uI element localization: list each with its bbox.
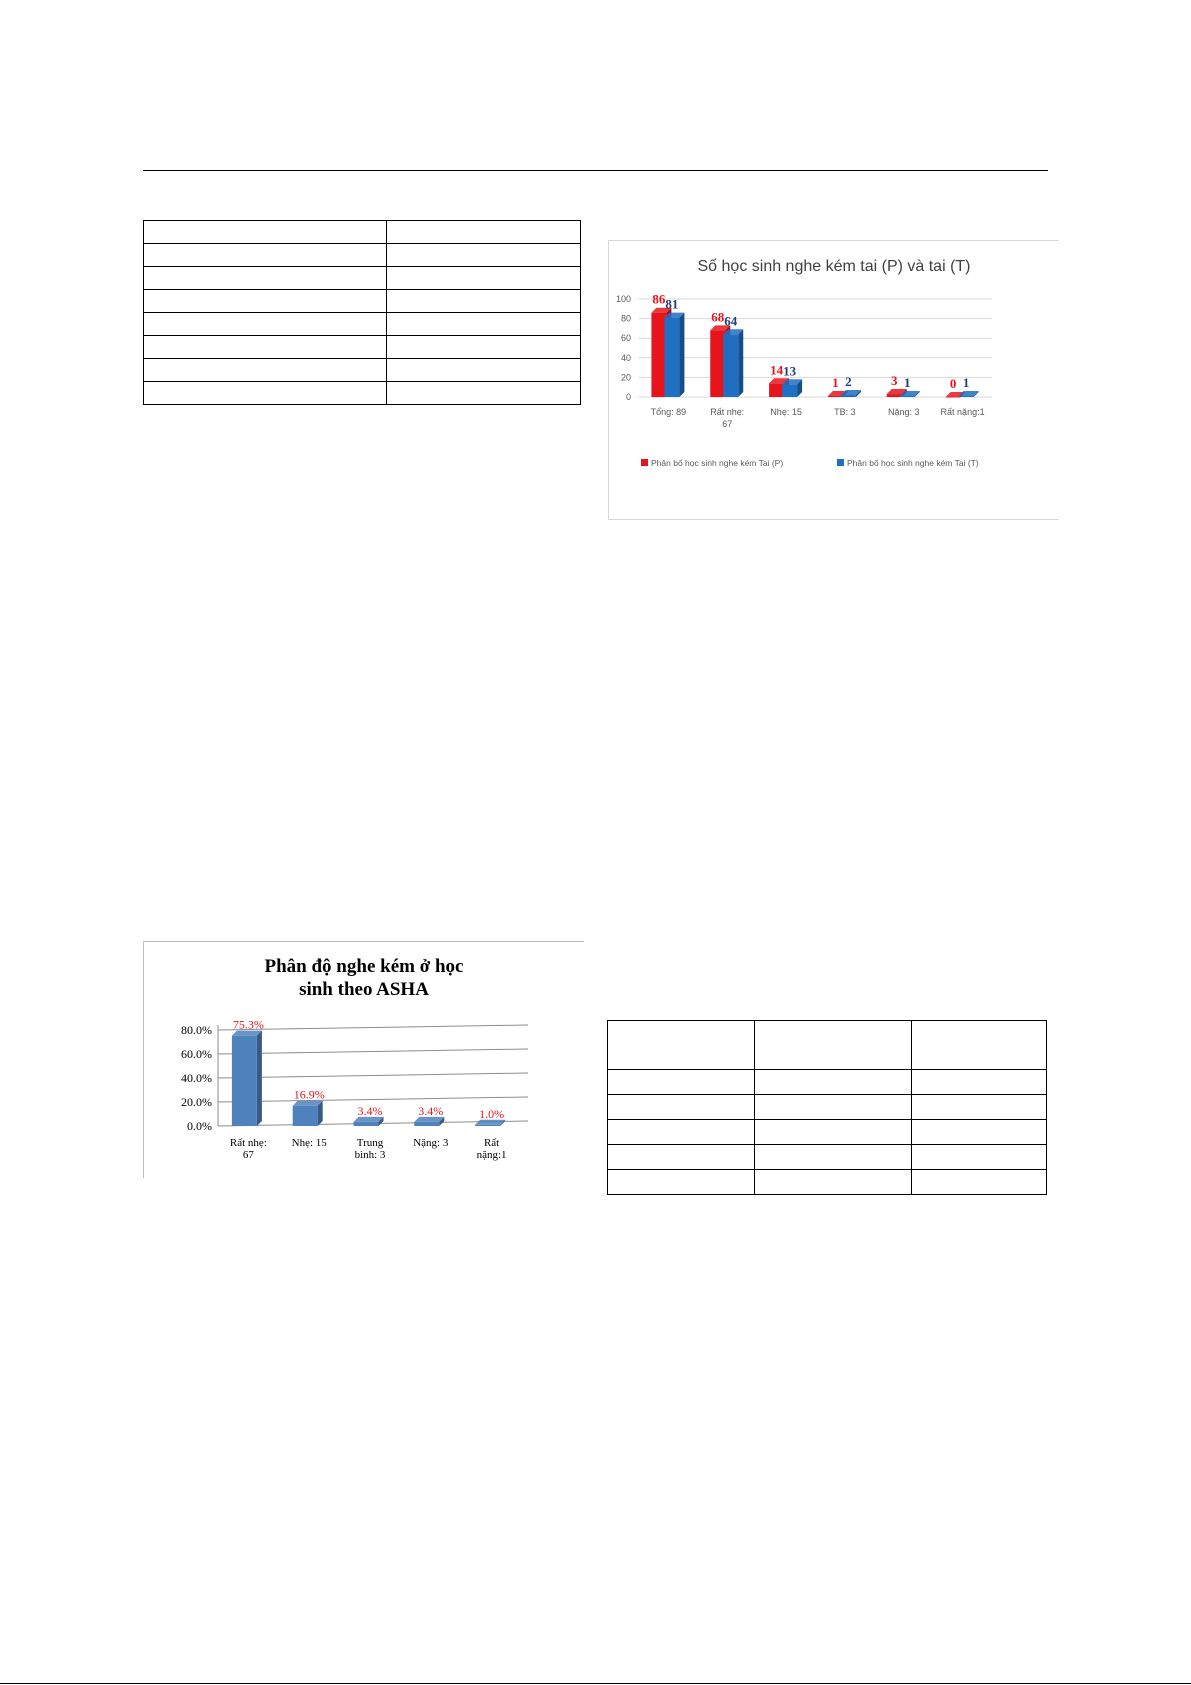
table-cell bbox=[912, 1145, 1047, 1170]
table-cell bbox=[144, 382, 387, 405]
data-label: 16.9% bbox=[293, 1087, 325, 1102]
x-tick-label: Tổng: 89 bbox=[650, 407, 687, 417]
table-row bbox=[608, 1095, 1047, 1120]
table-row bbox=[608, 1120, 1047, 1145]
legend-label: Phân bố học sinh nghe kém Tai (P) bbox=[651, 458, 784, 468]
table-cell bbox=[144, 359, 387, 382]
gridline bbox=[218, 1049, 528, 1054]
table-cell bbox=[144, 221, 387, 244]
table-cell bbox=[912, 1095, 1047, 1120]
data-label: 0 bbox=[949, 376, 957, 391]
table-cell bbox=[608, 1095, 755, 1120]
x-tick-label: Trung bình: 3 bbox=[354, 1137, 386, 1161]
y-tick-label: 0 bbox=[625, 392, 631, 402]
table-cell bbox=[608, 1145, 755, 1170]
chart-title: Phân độ nghe kém ở học sinh theo ASHA bbox=[264, 956, 464, 1000]
table-cell bbox=[387, 336, 581, 359]
table-row bbox=[144, 336, 581, 359]
gridline bbox=[218, 1025, 528, 1030]
data-label: 3.4% bbox=[357, 1103, 383, 1118]
gridline bbox=[218, 1073, 528, 1078]
footer-rule bbox=[0, 1683, 1191, 1684]
data-label: 1 bbox=[904, 375, 911, 391]
asha-severity-chart-svg bbox=[144, 942, 584, 1178]
table-cell bbox=[387, 290, 581, 313]
data-label: 2 bbox=[845, 374, 852, 390]
bar-value bbox=[293, 1101, 323, 1126]
data-table-left bbox=[143, 220, 581, 405]
x-tick-label: Rất nặng:1 bbox=[940, 407, 985, 417]
ear-hearing-loss-chart bbox=[608, 240, 1059, 520]
bar-value bbox=[232, 1031, 262, 1126]
table-header-row bbox=[608, 1021, 1047, 1070]
x-tick-label: Rất nhẹ: 67 bbox=[710, 407, 745, 429]
chart-title: Số học sinh nghe kém tai (P) và tai (T) bbox=[697, 258, 971, 275]
x-tick-label: Rất nhẹ: 67 bbox=[229, 1137, 267, 1161]
table-cell bbox=[608, 1170, 755, 1195]
table-cell bbox=[755, 1170, 912, 1195]
table-row bbox=[144, 267, 581, 290]
data-label: 75.3% bbox=[232, 1017, 264, 1032]
table-cell bbox=[144, 267, 387, 290]
table-row bbox=[144, 313, 581, 336]
table-cell bbox=[755, 1095, 912, 1120]
data-label: 3.4% bbox=[418, 1103, 444, 1118]
legend-swatch bbox=[641, 459, 648, 466]
table-cell bbox=[387, 221, 581, 244]
table-cell bbox=[608, 1021, 755, 1070]
x-tick-label: Nhẹ: 15 bbox=[291, 1137, 327, 1149]
data-label: 81 bbox=[665, 296, 679, 312]
data-label: 13 bbox=[783, 363, 797, 379]
x-tick-label: Nhẹ: 15 bbox=[770, 407, 802, 417]
table-cell bbox=[912, 1070, 1047, 1095]
table-cell bbox=[387, 359, 581, 382]
y-tick-label: 0.0% bbox=[187, 1119, 212, 1133]
gridline bbox=[218, 1097, 528, 1102]
y-tick-label: 60.0% bbox=[181, 1047, 212, 1061]
y-tick-label: 80.0% bbox=[181, 1023, 212, 1037]
header-rule bbox=[143, 170, 1048, 171]
table-row bbox=[144, 244, 581, 267]
y-tick-label: 80 bbox=[620, 313, 631, 324]
data-label: 86 bbox=[652, 291, 666, 307]
legend-swatch bbox=[837, 459, 844, 466]
table-cell bbox=[387, 267, 581, 290]
table-cell bbox=[144, 313, 387, 336]
y-tick-label: 60 bbox=[620, 333, 631, 344]
data-label: 1.0% bbox=[479, 1106, 505, 1121]
table-cell bbox=[144, 336, 387, 359]
table-row bbox=[608, 1070, 1047, 1095]
y-tick-label: 20.0% bbox=[181, 1095, 212, 1109]
bar-value bbox=[354, 1117, 384, 1126]
data-label: 3 bbox=[891, 373, 898, 389]
bar-series-2 bbox=[782, 379, 802, 397]
table-cell bbox=[387, 382, 581, 405]
table-cell bbox=[608, 1070, 755, 1095]
x-tick-label: Nặng: 3 bbox=[887, 407, 920, 417]
table-cell bbox=[755, 1120, 912, 1145]
bar-value bbox=[414, 1117, 444, 1126]
table-row bbox=[608, 1170, 1047, 1195]
table-cell bbox=[144, 290, 387, 313]
table-row bbox=[144, 382, 581, 405]
y-tick-label: 40 bbox=[620, 352, 631, 363]
x-tick-label: Rất nặng:1 bbox=[476, 1137, 507, 1161]
data-label: 1 bbox=[962, 375, 970, 391]
table-cell bbox=[755, 1021, 912, 1070]
bar-series-2 bbox=[959, 391, 979, 397]
y-tick-label: 40.0% bbox=[181, 1071, 212, 1085]
table-row bbox=[144, 359, 581, 382]
table-cell bbox=[755, 1145, 912, 1170]
x-tick-label: Nặng: 3 bbox=[413, 1137, 449, 1149]
data-label: 68 bbox=[711, 309, 725, 325]
table-row bbox=[608, 1145, 1047, 1170]
bar-series-2 bbox=[664, 313, 684, 397]
data-label: 14 bbox=[770, 362, 784, 378]
table-cell bbox=[912, 1170, 1047, 1195]
y-tick-label: 100 bbox=[615, 294, 631, 304]
table-row bbox=[144, 290, 581, 313]
table-row bbox=[144, 221, 581, 244]
ear-hearing-loss-chart-svg bbox=[609, 241, 1059, 519]
data-label: 64 bbox=[724, 313, 738, 329]
bar-series-2 bbox=[723, 329, 743, 397]
data-table-right bbox=[607, 1020, 1047, 1195]
legend-label: Phân bố học sinh nghe kém Tai (T) bbox=[847, 458, 979, 468]
table-cell bbox=[608, 1120, 755, 1145]
y-tick-label: 20 bbox=[620, 372, 631, 383]
table-cell bbox=[387, 313, 581, 336]
table-cell bbox=[912, 1021, 1047, 1070]
table-cell bbox=[755, 1070, 912, 1095]
table-cell bbox=[912, 1120, 1047, 1145]
table-cell bbox=[144, 244, 387, 267]
x-tick-label: TB: 3 bbox=[834, 407, 856, 417]
data-label: 1 bbox=[832, 375, 839, 391]
table-cell bbox=[387, 244, 581, 267]
asha-severity-chart bbox=[143, 941, 584, 1178]
